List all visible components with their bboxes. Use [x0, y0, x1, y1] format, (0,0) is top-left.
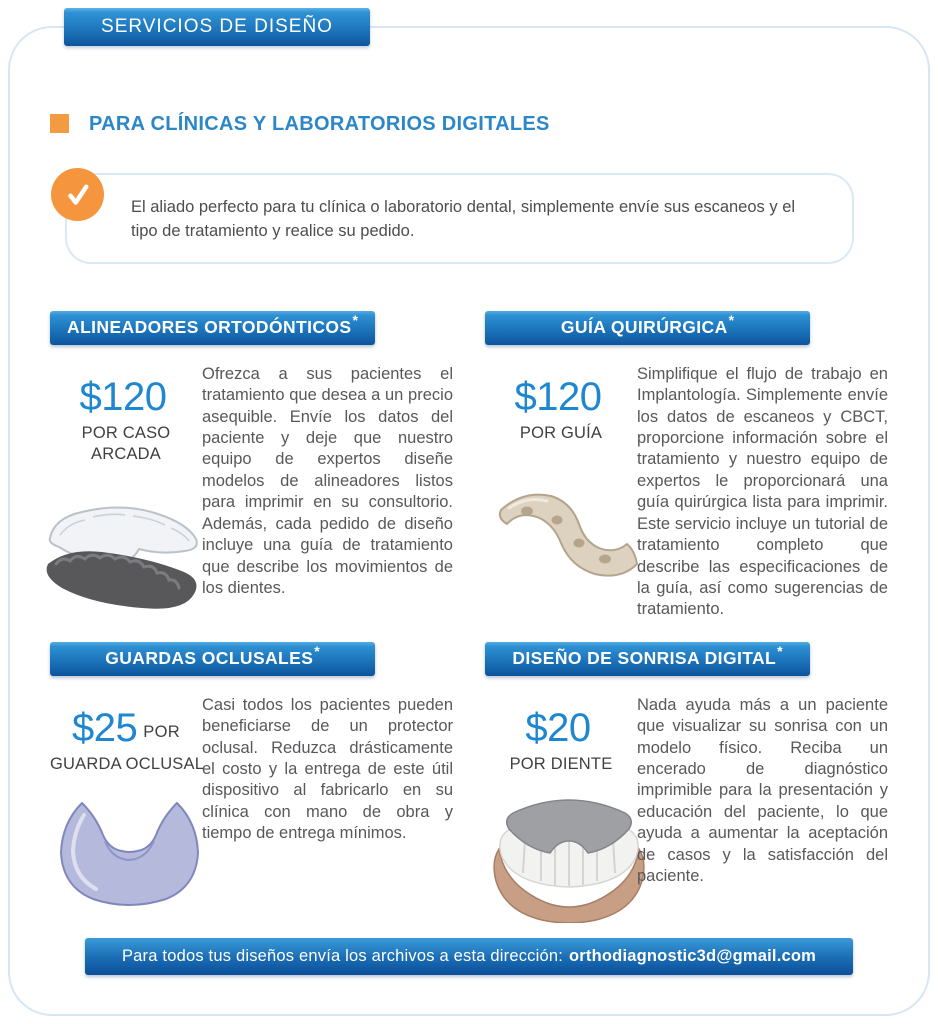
- service-body: [485, 695, 890, 928]
- services-grid: [50, 311, 890, 928]
- service-card-alineadores: [50, 311, 455, 642]
- service-card-guia-quirurgica: [485, 311, 890, 642]
- service-title: GUÍA QUIRÚRGICA: [560, 317, 728, 338]
- price-suffix: POR: [143, 722, 180, 741]
- service-description: Simplifique el flujo de trabajo en Implantología. Simplemente envíe los datos de escaneos y CBCT, proporcione información sobre el tratamiento y nuestro equipo de expertos le proporcionará una guía quirúrgica lista para imprimir. Este servicio incluye un tutorial de tratamiento completo que describe las especificaciones de la guía, así como sugerencias de tratamiento.: [637, 364, 888, 619]
- service-description: Nada ayuda más a un paciente que visualizar su sonrisa con un modelo físico. Reciba un encerado de diagnóstico imprimible para la presentación y educación del paciente, lo que ayuda a aumentar la aceptación de casos y la satisfacción del paciente.: [637, 695, 888, 886]
- check-icon: [51, 168, 104, 221]
- intro-callout: [65, 173, 854, 264]
- clear-aligner-image: [36, 476, 208, 618]
- service-title-banner: [485, 642, 810, 676]
- section-bullet-icon: [50, 114, 69, 133]
- price: $25 POR: [72, 705, 180, 750]
- price-block: [50, 695, 205, 916]
- footer-text: Para todos tus diseños envía los archivos a esta dirección:: [121, 947, 564, 965]
- intro-text: El aliado perfecto para tu clínica o laboratorio dental, simplemente envíe sus escaneos y el tipo de tratamiento y realice su pedido.: [131, 198, 796, 240]
- price-unit: POR DIENTE: [509, 754, 613, 773]
- service-card-sonrisa-digital: [485, 642, 890, 928]
- asterisk: *: [728, 312, 735, 329]
- page-title: SERVICIOS DE DISEÑO: [101, 16, 333, 37]
- smile-model-image: [485, 783, 653, 923]
- price: $120: [79, 374, 167, 419]
- section-title: PARA CLÍNICAS Y LABORATORIOS DIGITALES: [89, 113, 550, 135]
- price-unit: GUARDA OCLUSAL: [50, 754, 205, 773]
- price: $120: [514, 374, 602, 419]
- footer-email: orthodiagnostic3d@gmail.com: [569, 947, 817, 965]
- service-description: Ofrezca a sus pacientes el tratamiento que desea a un precio asequible. Envíe los datos del paciente y deje que nuestro equipo de expertos diseñe modelos de alineadores listos para imprimir en su consultorio. Además, cada pedido de diseño incluye una guía de tratamiento que describe los movimientos de los dientes.: [202, 364, 453, 597]
- asterisk: *: [314, 643, 320, 660]
- service-title-banner: [50, 642, 375, 676]
- price-block: [485, 695, 637, 928]
- service-description: Casi todos los pacientes pueden beneficiarse de un protector oclusal. Reduzca drásticamente el costo y la entrega de este útil dispositivo al fabricarlo en su clínica con mano de obra y tiempo de entrega mínimos.: [202, 695, 453, 843]
- section-heading: [50, 113, 890, 136]
- asterisk: *: [352, 312, 358, 329]
- price-block: [50, 364, 202, 626]
- service-body: [485, 364, 890, 626]
- price: $20: [525, 705, 591, 750]
- service-title-banner: [485, 311, 810, 345]
- asterisk: *: [777, 643, 783, 660]
- service-card-guardas-oclusales: [50, 642, 455, 928]
- service-title: ALINEADORES ORTODÓNTICOS: [67, 317, 352, 338]
- service-body: [50, 695, 455, 916]
- service-title-banner: [50, 311, 375, 345]
- footer-banner: [85, 938, 853, 975]
- price-unit: POR GUÍA: [519, 423, 603, 442]
- service-body: [50, 364, 455, 626]
- price-unit: POR CASO ARCADA: [81, 423, 171, 464]
- occlusal-guard-image: [50, 789, 208, 911]
- surgical-guide-image: [485, 466, 645, 612]
- service-title: DISEÑO DE SONRISA DIGITAL: [512, 648, 777, 669]
- service-title: GUARDAS OCLUSALES: [105, 648, 314, 669]
- price-block: [485, 364, 637, 626]
